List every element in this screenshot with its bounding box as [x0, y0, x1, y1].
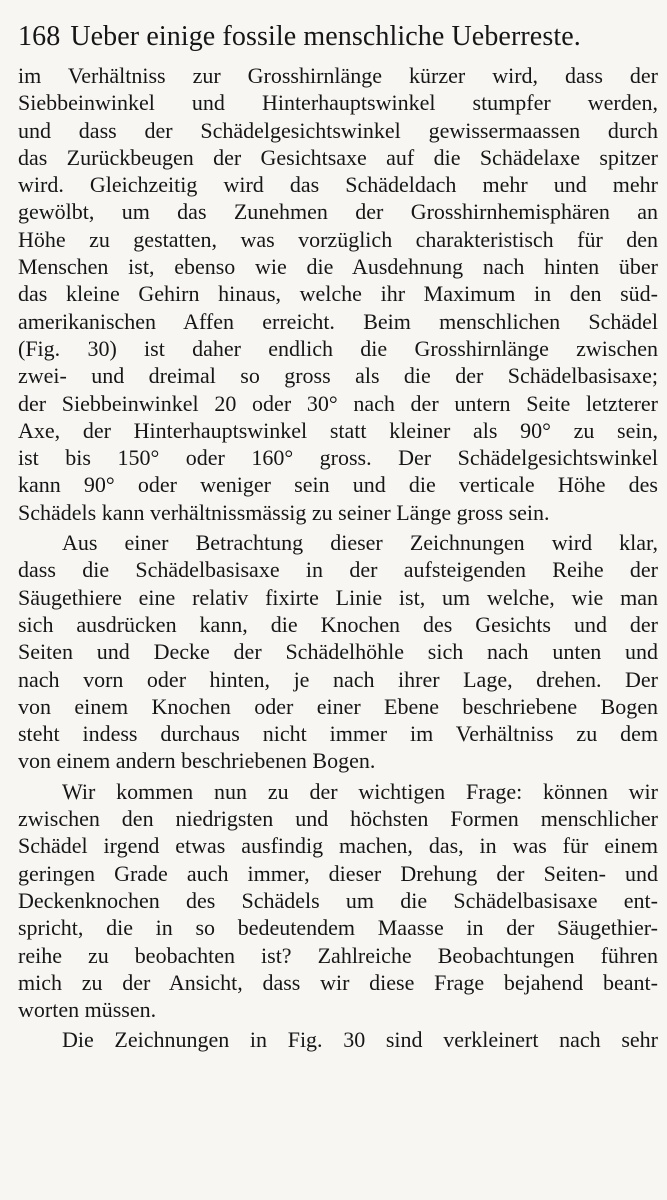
text-line: Menschen ist, ebenso wie die Ausdehnung nach hinten über — [18, 254, 658, 280]
text-line: dass die Schädelbasisaxe in der aufsteigenden Reihe der — [18, 557, 658, 583]
text-line: Höhe zu gestatten, was vorzüglich charakteristisch für den — [18, 226, 658, 252]
text-line: der Siebbeinwinkel 20 oder 30° nach der untern Seite letzterer — [18, 390, 658, 416]
text-line: worten müssen. — [18, 997, 157, 1023]
text-line: reihe zu beobachten ist? Zahlreiche Beobachtungen führen — [18, 942, 658, 968]
text-line: Schädel irgend etwas ausfindig machen, das, in was für einem — [18, 833, 658, 859]
text-line: spricht, die in so bedeutendem Maasse in der Säugethier- — [18, 915, 658, 941]
text-line: von einem andern beschriebenen Bogen. — [18, 748, 376, 774]
text-line: nach vorn oder hinten, je nach ihrer Lage, drehen. Der — [18, 666, 658, 692]
paragraph — [18, 62, 658, 526]
paragraph — [18, 778, 658, 1024]
running-title: Ueber einige fossile menschliche Ueberreste. — [70, 21, 581, 52]
running-header — [18, 16, 658, 62]
text-line: zwischen den niedrigsten und höchsten Formen menschlicher — [18, 806, 658, 832]
text-line: und dass der Schädelgesichtswinkel gewissermaassen durch — [18, 117, 658, 143]
text-line: (Fig. 30) ist daher endlich die Grosshirnlänge zwischen — [18, 335, 658, 361]
paragraph — [18, 529, 658, 775]
text-line: sich ausdrücken kann, die Knochen des Gesichts und der — [18, 611, 658, 637]
text-line: wird. Gleichzeitig wird das Schädeldach mehr und mehr — [18, 172, 658, 198]
text-line: Wir kommen nun zu der wichtigen Frage: können wir — [62, 778, 658, 804]
page-number: 168 — [18, 21, 61, 52]
text-line: Axe, der Hinterhauptswinkel statt kleiner als 90° zu sein, — [18, 417, 658, 443]
text-line: ist bis 150° oder 160° gross. Der Schädelgesichtswinkel — [18, 445, 658, 471]
text-line: von einem Knochen oder einer Ebene beschriebene Bogen — [18, 693, 658, 719]
text-line: steht indess durchaus nicht immer im Verhältniss zu dem — [18, 721, 658, 747]
text-line: geringen Grade auch immer, dieser Drehung der Seiten- und — [18, 860, 658, 886]
text-line: das Zurückbeugen der Gesichtsaxe auf die Schädelaxe spitzer — [18, 144, 658, 170]
text-line: Schädels kann verhältnissmässig zu seiner Länge gross sein. — [18, 499, 550, 525]
text-line: Säugethiere eine relativ fixirte Linie ist, um welche, wie man — [18, 584, 658, 610]
text-line: Seiten und Decke der Schädelhöhle sich nach unten und — [18, 639, 658, 665]
book-page — [18, 16, 658, 1054]
text-line: Die Zeichnungen in Fig. 30 sind verkleinert nach sehr — [62, 1027, 658, 1053]
body-text — [18, 62, 658, 1054]
text-line: Siebbeinwinkel und Hinterhauptswinkel stumpfer werden, — [18, 90, 658, 116]
text-line: im Verhältniss zur Grosshirnlänge kürzer wird, dass der — [18, 63, 658, 88]
text-line: amerikanischen Affen erreicht. Beim menschlichen Schädel — [18, 308, 658, 334]
paragraph — [18, 1026, 658, 1053]
text-line: das kleine Gehirn hinaus, welche ihr Maximum in den süd- — [18, 281, 658, 307]
text-line: kann 90° oder weniger sein und die verticale Höhe des — [18, 472, 658, 498]
text-line: gewölbt, um das Zunehmen der Grosshirnhemisphären an — [18, 199, 658, 225]
text-line: mich zu der Ansicht, dass wir diese Frage bejahend beant- — [18, 969, 658, 995]
text-line: Deckenknochen des Schädels um die Schädelbasisaxe ent- — [18, 887, 658, 913]
text-line: zwei- und dreimal so gross als die der Schädelbasisaxe; — [18, 363, 658, 389]
text-line: Aus einer Betrachtung dieser Zeichnungen wird klar, — [62, 530, 658, 556]
